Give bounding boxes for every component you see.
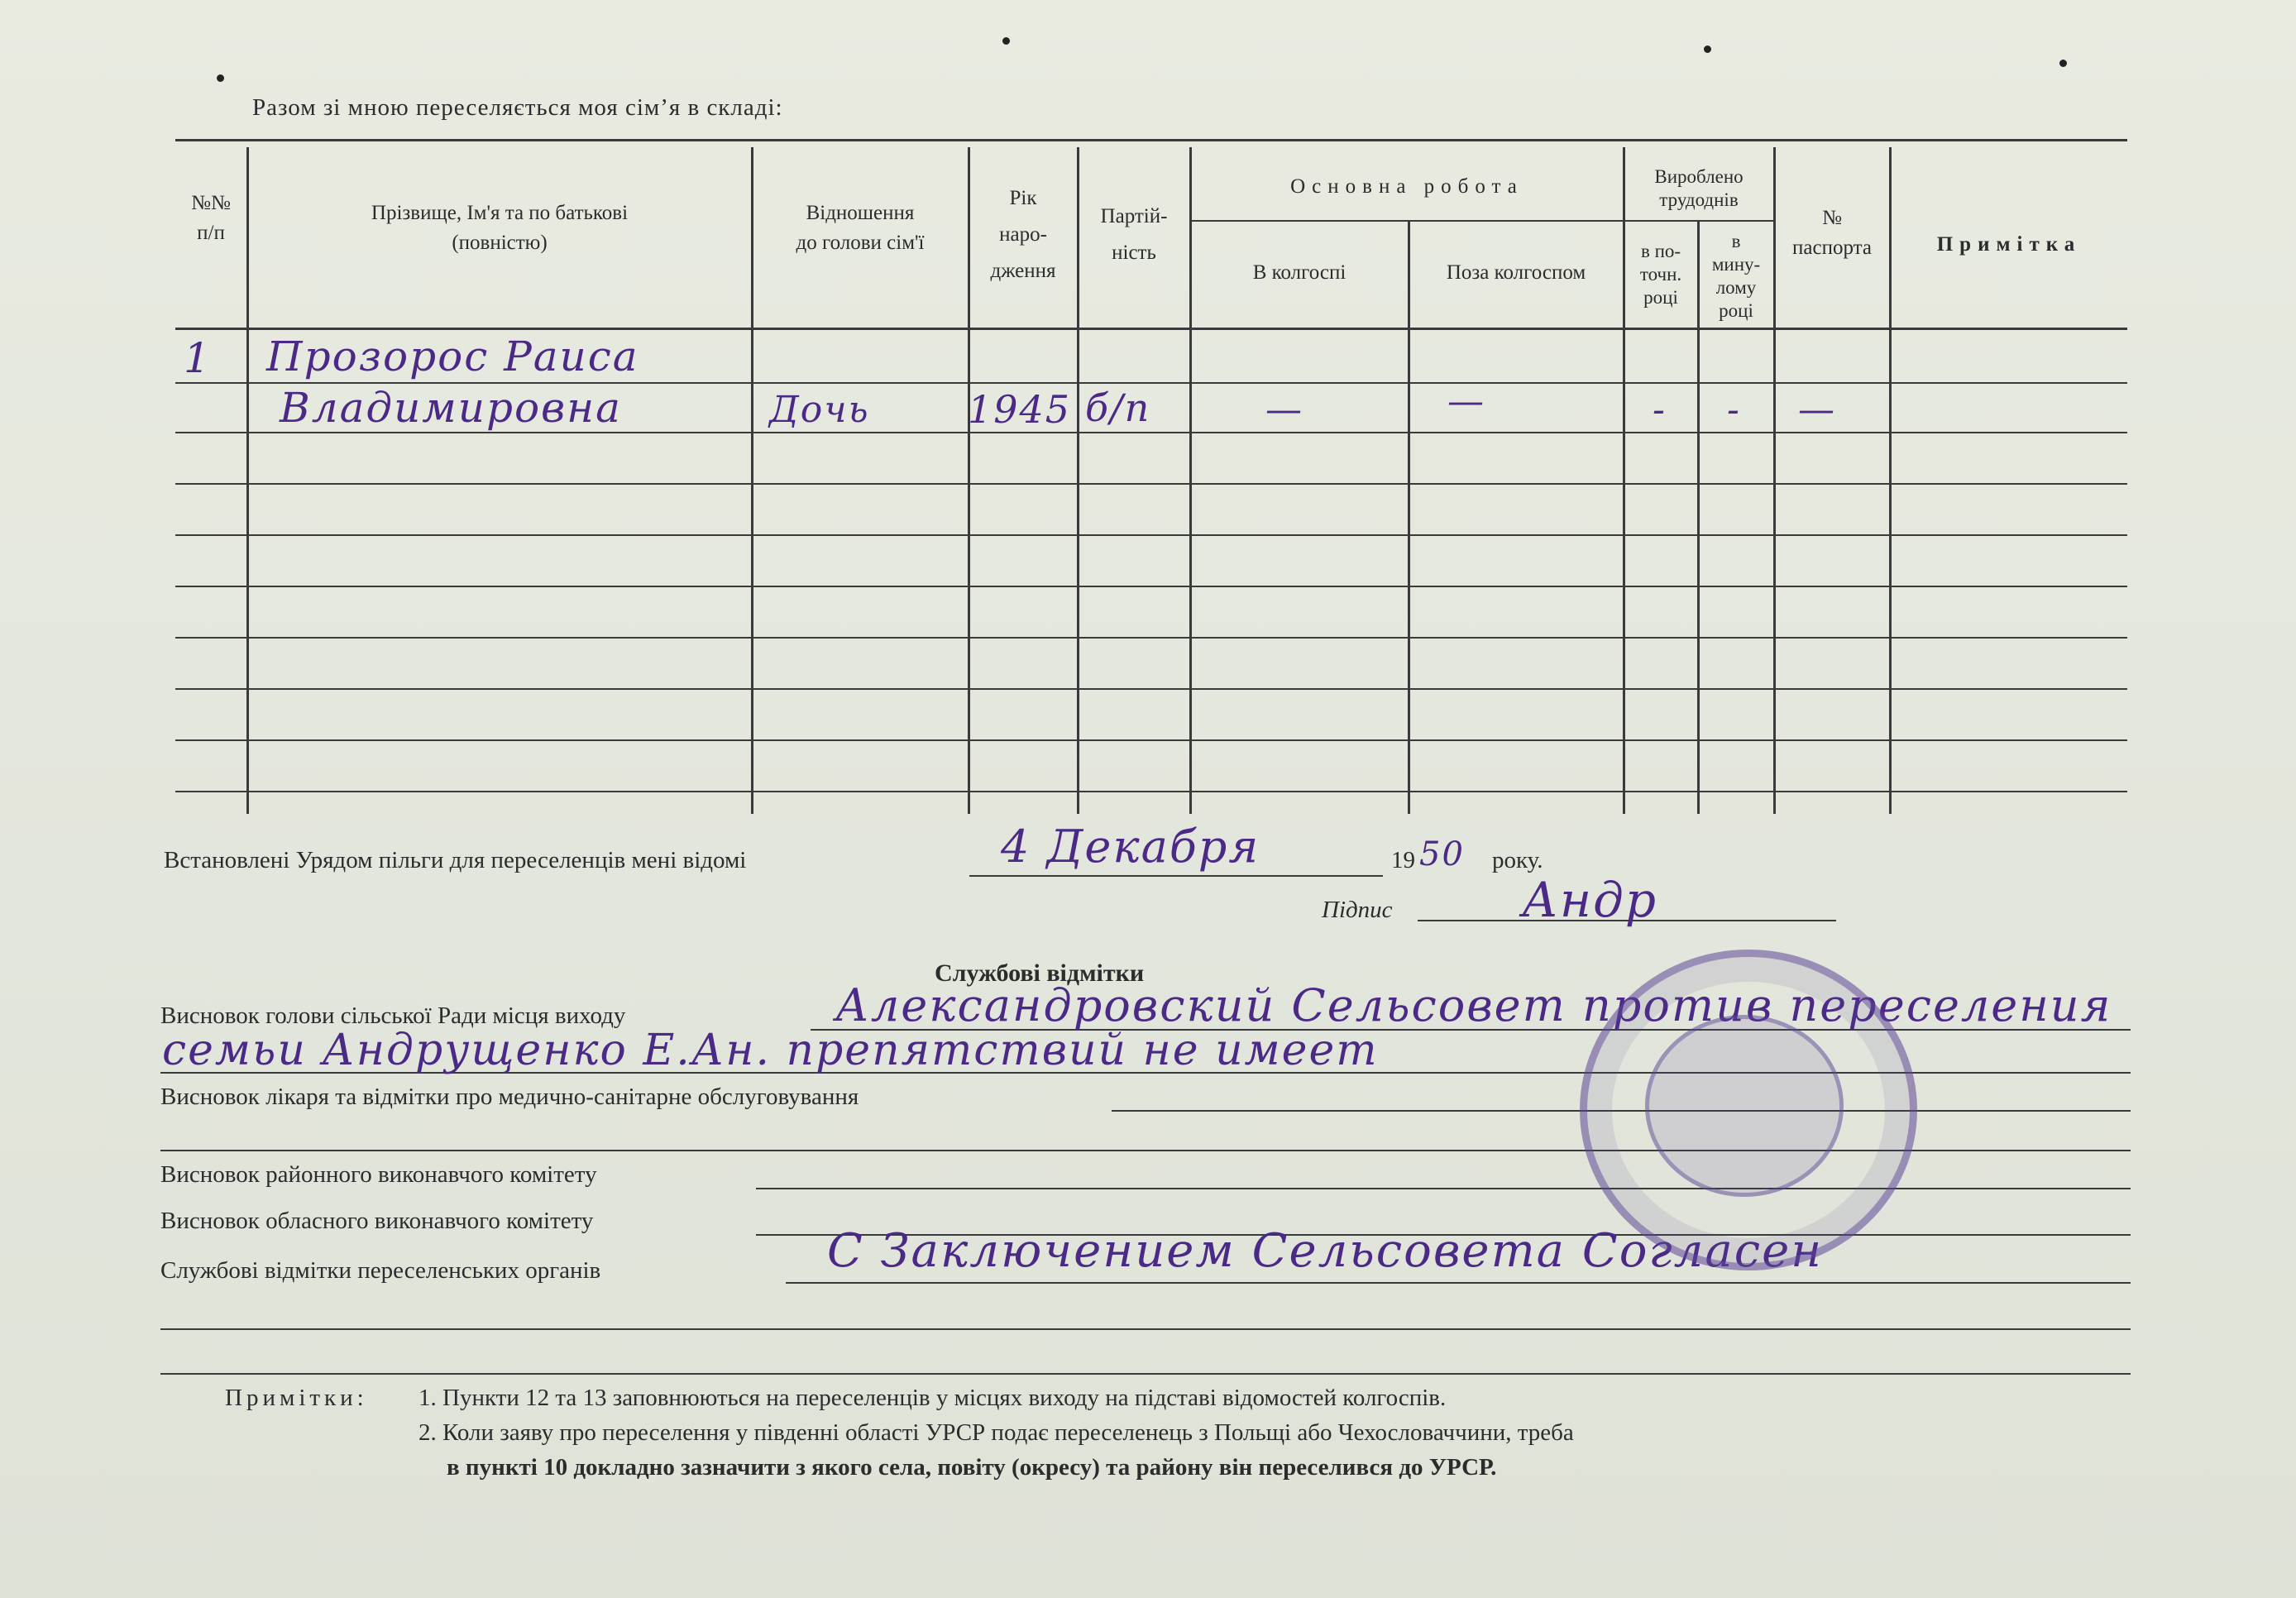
member-party: б/п <box>1085 385 1151 430</box>
header-relation: Відношення до голови сім'ї <box>796 202 925 254</box>
member-name-line2: Владимировна <box>280 384 622 432</box>
notes-label: Примітки: <box>225 1385 368 1411</box>
doctor-label: Висновок лікаря та відмітки про медично-санітарне обслуговування <box>160 1084 859 1110</box>
header-last-year: в мину- лому році <box>1711 231 1761 321</box>
heading-rule <box>175 139 2127 141</box>
member-relation: Дочь <box>769 389 870 431</box>
stamp-emblem <box>1645 1015 1844 1197</box>
note-item-2a: 2. Коли заяву про переселення у південні області УРСР подає переселенець з Польщі або Чехословаччини, треба <box>419 1419 1574 1446</box>
resettlement-label: Службові відмітки переселенських органів <box>160 1257 601 1284</box>
header-workdays: Вироблено трудоднів <box>1654 166 1744 210</box>
family-heading: Разом зі мною переселяється моя сім’я в складі: <box>252 94 783 121</box>
signature: Андр <box>1522 872 1658 928</box>
header-name: Прізвище, Ім'я та по батькові (повністю) <box>371 202 629 254</box>
village-council-conclusion-1: Александровский Сельсовет против переселения <box>835 979 2112 1031</box>
benefits-date-line <box>969 875 1383 877</box>
pin-mark <box>2059 60 2067 67</box>
header-main-work: Основна робота <box>1290 175 1523 198</box>
village-council-label: Висновок голови сільської Ради місця виходу <box>160 1002 626 1029</box>
benefits-date: 4 Декабря <box>1001 821 1260 873</box>
oblast-committee-label: Висновок обласного виконавчого комітету <box>160 1208 594 1234</box>
member-passport: — <box>1798 389 1836 431</box>
official-stamp <box>1580 950 1917 1270</box>
header-outside-kolhosp: Поза колгоспом <box>1446 261 1586 284</box>
signature-label: Підпис <box>1322 897 1393 923</box>
district-committee-line <box>756 1188 2131 1189</box>
member-name-line1: Прозорос Раиса <box>266 333 639 380</box>
year-value: 50 <box>1419 835 1465 873</box>
header-party: Партій- ність <box>1100 205 1168 264</box>
note-item-1: 1. Пункти 12 та 13 заповнюються на переселенців у місцях виходу на підставі відомостей колгоспів. <box>419 1385 1447 1411</box>
resettlement-line-1 <box>786 1282 2131 1284</box>
row-number: 1 <box>184 334 212 382</box>
header-current-year: в по- точн. році <box>1639 241 1682 308</box>
service-title: Службові відмітки <box>935 959 1145 987</box>
resettlement-conclusion: С Заключением Сельсовета Согласен <box>827 1224 1824 1278</box>
member-birth-year: 1945 <box>968 387 1072 432</box>
header-num: №№ п/п <box>191 192 231 244</box>
header-passport: № паспорта <box>1792 207 1872 259</box>
member-last-year: - <box>1727 389 1741 431</box>
header-in-kolhosp: В колгоспі <box>1252 261 1347 284</box>
benefits-label: Встановлені Урядом пільги для переселенців мені відомі <box>164 847 747 873</box>
header-birth-year: Рік наро- дження <box>990 187 1056 282</box>
pin-mark <box>217 74 224 82</box>
member-current-year: - <box>1653 389 1667 431</box>
member-outside-kolhosp: — <box>1447 380 1485 423</box>
year-prefix: 19 <box>1391 847 1415 873</box>
member-in-kolhosp: — <box>1265 389 1303 431</box>
header-note: Примітка <box>1936 233 2082 256</box>
district-committee-label: Висновок районного виконавчого комітету <box>160 1161 597 1188</box>
pin-mark <box>1002 37 1010 45</box>
note-item-2b: в пункті 10 докладно зазначити з якого села, повіту (окресу) та району він переселився до УРСР. <box>447 1454 1497 1481</box>
year-suffix: року. <box>1492 847 1543 873</box>
resettlement-line-2 <box>160 1328 2131 1330</box>
resettlement-line-3 <box>160 1373 2131 1375</box>
village-council-conclusion-2: семьи Андрущенко Е.Ан. препятствий не имеет <box>162 1026 1379 1075</box>
pin-mark <box>1704 45 1711 53</box>
